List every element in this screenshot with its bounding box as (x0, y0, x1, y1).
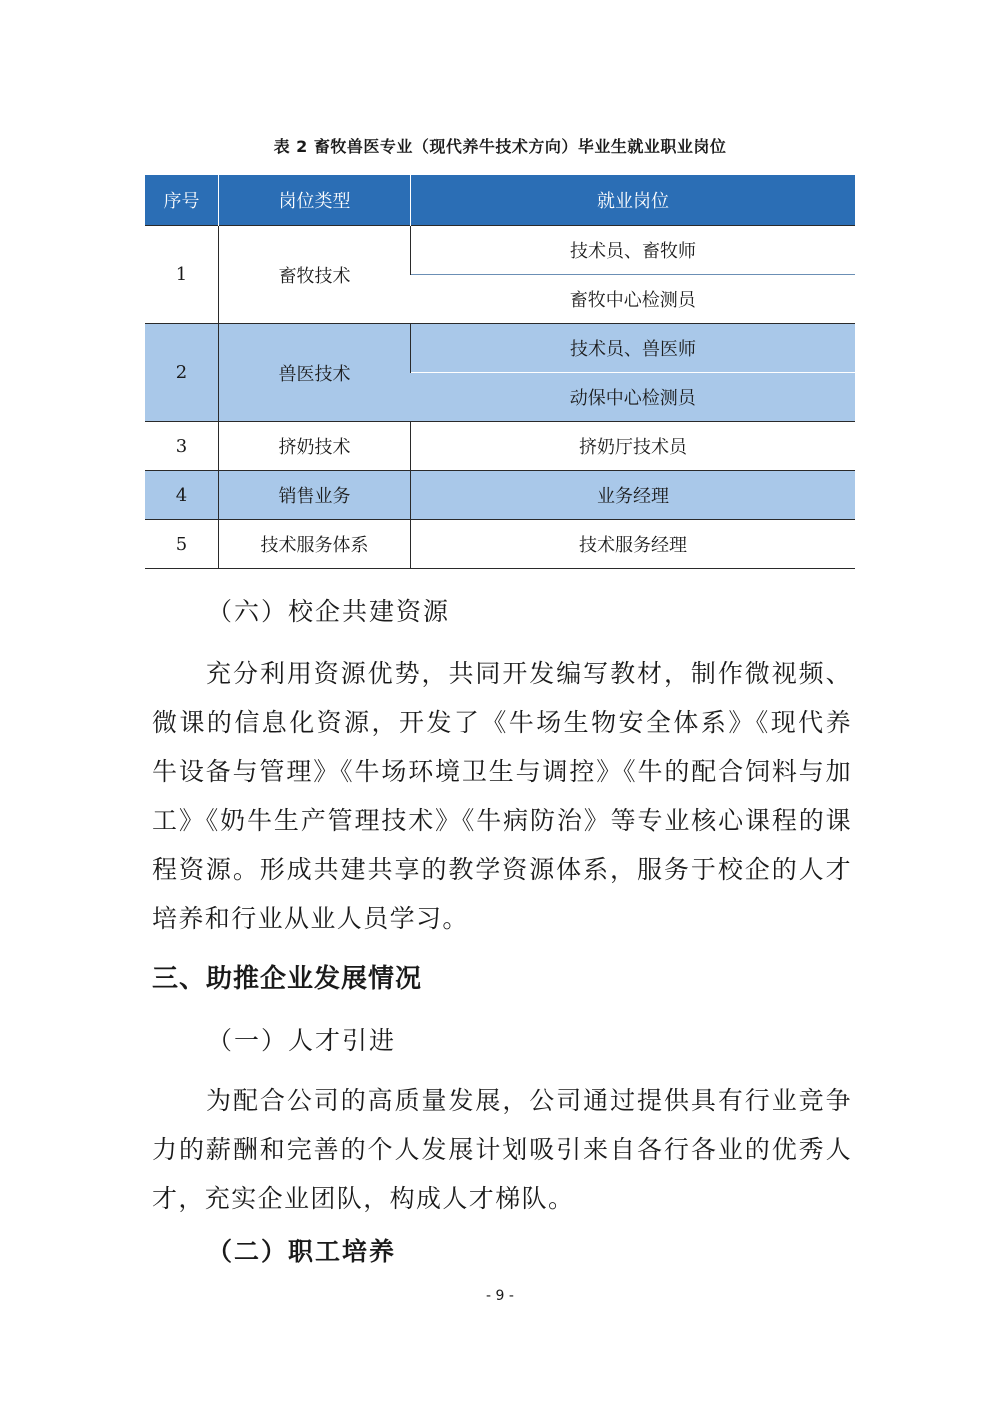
employment-table (145, 175, 855, 569)
row-no: 2 (145, 324, 219, 422)
sub-2-heading: （二）职工培养 (207, 1237, 397, 1266)
table-row (145, 226, 855, 275)
table-row (145, 422, 855, 471)
table-row (145, 471, 855, 520)
sub-1-paragraph: 为配合公司的高质量发展，公司通过提供具有行业竞争力的薪酬和完善的个人发展计划吸引来自各行各业的优秀人才，充实企业团队，构成人才梯队。 (152, 1086, 852, 1213)
row-job: 挤奶厅技术员 (411, 422, 856, 471)
table-row (145, 324, 855, 373)
table-row (145, 520, 855, 569)
row-job: 技术员、畜牧师 (411, 226, 856, 275)
row-job: 技术服务经理 (411, 520, 856, 569)
row-no: 4 (145, 471, 219, 520)
row-type: 销售业务 (219, 471, 411, 520)
header-jobs: 就业岗位 (411, 175, 856, 226)
row-type: 畜牧技术 (219, 226, 411, 324)
row-type: 技术服务体系 (219, 520, 411, 569)
header-no: 序号 (145, 175, 219, 226)
row-no: 5 (145, 520, 219, 569)
section-6-heading: （六）校企共建资源 (207, 597, 451, 626)
row-no: 3 (145, 422, 219, 471)
row-job: 畜牧中心检测员 (411, 275, 856, 324)
section-6-paragraph: 充分利用资源优势，共同开发编写教材，制作微视频、微课的信息化资源，开发了《牛场生物安全体系》《现代养牛设备与管理》《牛场环境卫生与调控》《牛的配合饲料与加工》《奶牛生产管理技术》《牛病防治》等专业核心课程的课程资源。形成共建共享的教学资源体系，服务于校企的人才培养和行业从业人员学习。 (152, 659, 852, 933)
table-caption: 表 2 畜牧兽医专业（现代养牛技术方向）毕业生就业职业岗位 (273, 137, 727, 156)
table-header-row (145, 175, 855, 226)
sub-1-heading: （一）人才引进 (207, 1026, 397, 1055)
page-number: - 9 - (486, 1288, 514, 1304)
header-type: 岗位类型 (219, 175, 411, 226)
row-job: 动保中心检测员 (411, 373, 856, 422)
row-job: 技术员、兽医师 (411, 324, 856, 373)
part-3-heading: 三、助推企业发展情况 (152, 964, 423, 994)
row-job: 业务经理 (411, 471, 856, 520)
row-type: 兽医技术 (219, 324, 411, 422)
row-type: 挤奶技术 (219, 422, 411, 471)
row-no: 1 (145, 226, 219, 324)
